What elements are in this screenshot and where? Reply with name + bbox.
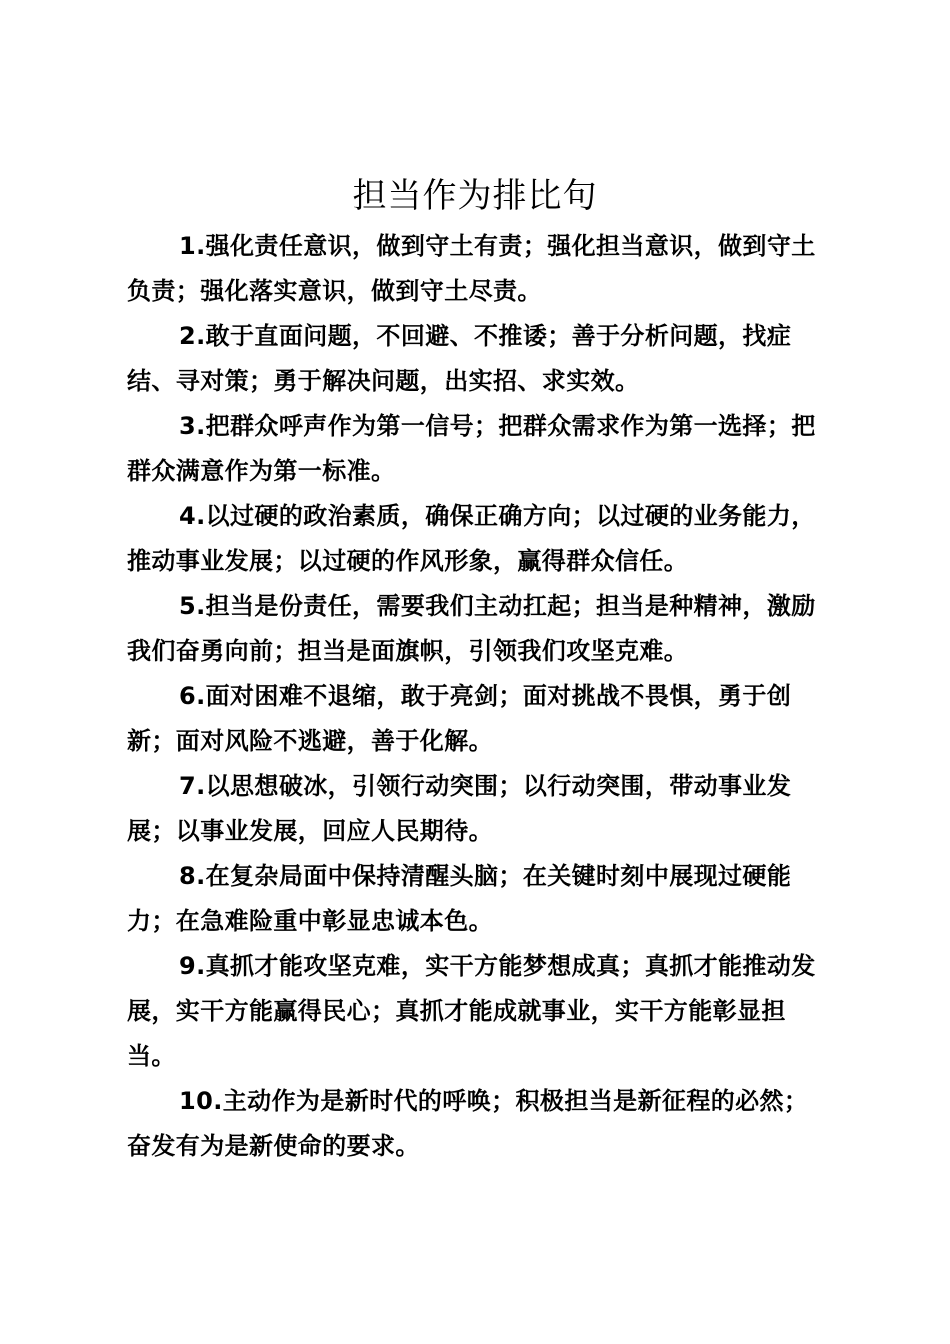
paragraph-2: 2.敢于直面问题，不回避、不推诿；善于分析问题，找症结、寻对策；勇于解决问题，出实招、求实效。 <box>127 322 792 395</box>
paragraph-9: 9.真抓才能攻坚克难，实干方能梦想成真；真抓才能推动发展，实干方能赢得民心；真抓才能成就事业，实干方能彰显担当。 <box>127 952 816 1070</box>
document-body <box>127 224 820 1169</box>
paragraph-4: 4.以过硬的政治素质，确保正确方向；以过硬的业务能力，推动事业发展；以过硬的作风形象，赢得群众信任。 <box>127 502 816 575</box>
paragraph-3: 3.把群众呼声作为第一信号；把群众需求作为第一选择；把群众满意作为第一标准。 <box>127 412 816 485</box>
paragraph-6: 6.面对困难不退缩，敢于亮剑；面对挑战不畏惧，勇于创新；面对风险不逃避，善于化解。 <box>127 682 792 755</box>
paragraph-5: 5.担当是份责任，需要我们主动扛起；担当是种精神，激励我们奋勇向前；担当是面旗帜，引领我们攻坚克难。 <box>127 592 816 665</box>
document-title: 担当作为排比句 <box>352 176 598 216</box>
paragraph-7: 7.以思想破冰，引领行动突围；以行动突围，带动事业发展；以事业发展，回应人民期待。 <box>127 772 792 845</box>
paragraph-10: 10.主动作为是新时代的呼唤；积极担当是新征程的必然；奋发有为是新使命的要求。 <box>127 1087 809 1160</box>
paragraph-8: 8.在复杂局面中保持清醒头脑；在关键时刻中展现过硬能力；在急难险重中彰显忠诚本色。 <box>127 862 792 935</box>
paragraph-1: 1.强化责任意识，做到守土有责；强化担当意识，做到守土负责；强化落实意识，做到守土尽责。 <box>127 232 816 305</box>
